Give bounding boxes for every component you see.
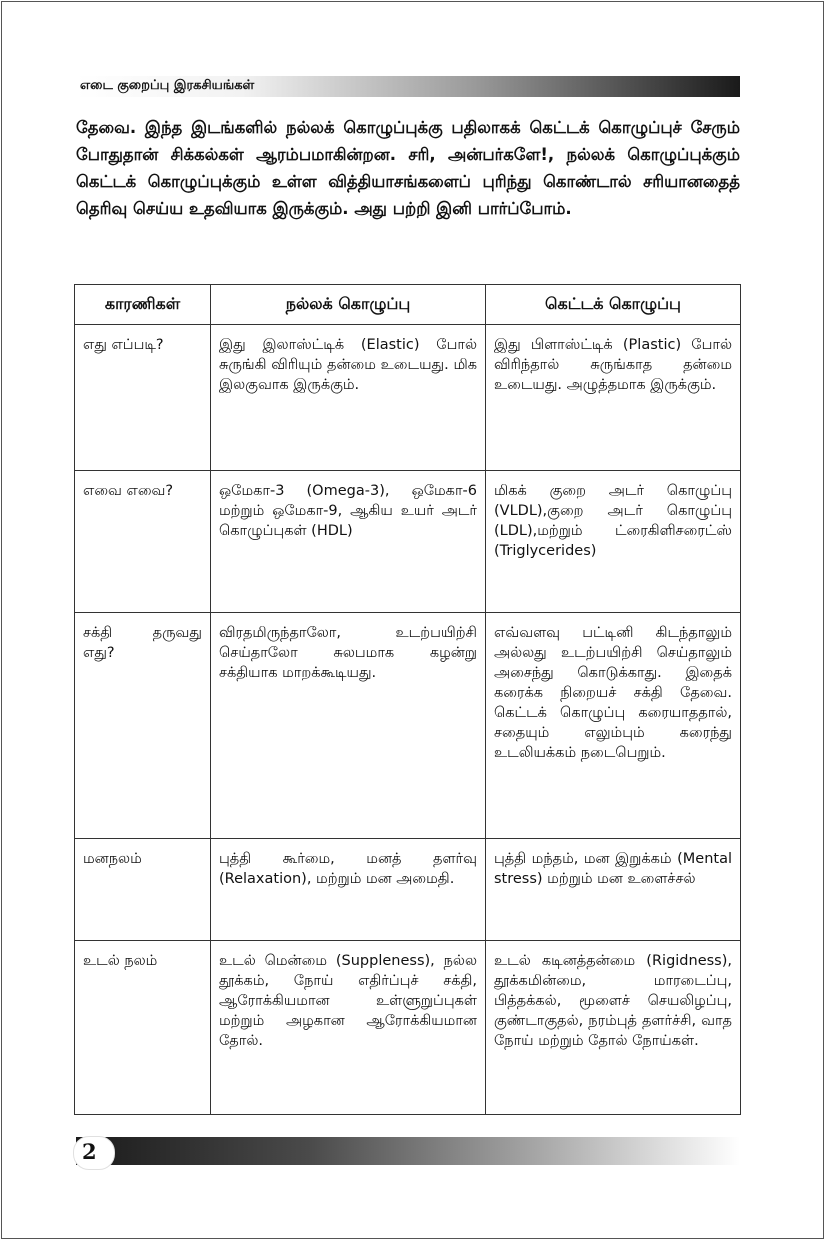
row-bad-fat: புத்தி மந்தம், மன இறுக்கம் (Mental stress) மற்றும் மன உளைச்சல் xyxy=(486,839,741,941)
row-bad-fat: எவ்வளவு பட்டினி கிடந்தாலும் அல்லது உடற்பயிற்சி செய்தாலும் அசைந்து கொடுக்காது. இதைக் கரைக்க நிறையச் சக்தி தேவை. கெட்டக் கொழுப்பு கரையாததால், சதையும் எலும்பும் கரைந்து உடலியக்கம் நடைபெறும். xyxy=(486,613,741,839)
row-factor: உடல் நலம் xyxy=(75,941,211,1115)
row-good-fat: புத்தி கூர்மை, மனத் தளர்வு (Relaxation), மற்றும் மன அமைதி. xyxy=(211,839,486,941)
row-good-fat: உடல் மென்மை (Suppleness), நல்ல தூக்கம், நோய் எதிர்ப்புச் சக்தி, ஆரோக்கியமான உள்ளுறுப்புகள் மற்றும் அழகான ஆரோக்கியமான தோல். xyxy=(211,941,486,1115)
row-factor: எவை எவை? xyxy=(75,471,211,613)
table-row xyxy=(75,839,741,941)
row-good-fat: இது இலாஸ்ட்டிக் (Elastic) போல் சுருங்கி விரியும் தன்மை உடையது. மிக இலகுவாக இருக்கும். xyxy=(211,325,486,471)
row-factor: மனநலம் xyxy=(75,839,211,941)
row-factor: எது எப்படி? xyxy=(75,325,211,471)
table-row xyxy=(75,325,741,471)
table-row xyxy=(75,471,741,613)
row-good-fat: விரதமிருந்தாலோ, உடற்பயிற்சி செய்தாலோ சுலபமாக கழன்று சக்தியாக மாறக்கூடியது. xyxy=(211,613,486,839)
header-good-fat: நல்லக் கொழுப்பு xyxy=(211,285,486,325)
footer-bar xyxy=(76,1137,740,1165)
header-factors: காரணிகள் xyxy=(75,285,211,325)
row-bad-fat: மிகக் குறை அடர் கொழுப்பு (VLDL),குறை அடர் கொழுப்பு (LDL),மற்றும் ட்ரைகிளிசரைட்ஸ் (Triglycerides) xyxy=(486,471,741,613)
table-header-row xyxy=(75,285,741,325)
table-row xyxy=(75,613,741,839)
intro-paragraph: தேவை. இந்த இடங்களில் நல்லக் கொழுப்புக்கு பதிலாகக் கெட்டக் கொழுப்புச் சேரும் போதுதான் சிக்கல்கள் ஆரம்பமாகின்றன. சரி, அன்பர்களே!, நல்லக் கொழுப்புக்கும் கெட்டக் கொழுப்புக்கும் உள்ள வித்தியாசங்களைப் புரிந்து கொண்டால் சரியானதைத் தெரிவு செய்ய உதவியாக இருக்கும். அது பற்றி இனி பார்ப்போம். xyxy=(76,118,740,218)
row-bad-fat: இது பிளாஸ்ட்டிக் (Plastic) போல் விரிந்தால் சுருங்காத தன்மை உடையது. அழுத்தமாக இருக்கும். xyxy=(486,325,741,471)
table-row xyxy=(75,941,741,1115)
page-number: 2 xyxy=(82,1139,97,1164)
row-good-fat: ஒமேகா-3 (Omega-3), ஒமேகா-6 மற்றும் ஒமேகா-9, ஆகிய உயர் அடர் கொழுப்புகள் (HDL) xyxy=(211,471,486,613)
comparison-table xyxy=(74,284,741,1115)
running-header-title: எடை குறைப்பு இரகசியங்கள் xyxy=(80,78,255,93)
row-factor: சக்தி தருவது எது? xyxy=(75,613,211,839)
header-bad-fat: கெட்டக் கொழுப்பு xyxy=(486,285,741,325)
row-bad-fat: உடல் கடினத்தன்மை (Rigidness), தூக்கமின்மை, மாரடைப்பு, பித்தக்கல், மூளைச் செயலிழப்பு, குண்டாகுதல், நரம்புத் தளர்ச்சி, வாத நோய் மற்றும் தோல் நோய்கள். xyxy=(486,941,741,1115)
